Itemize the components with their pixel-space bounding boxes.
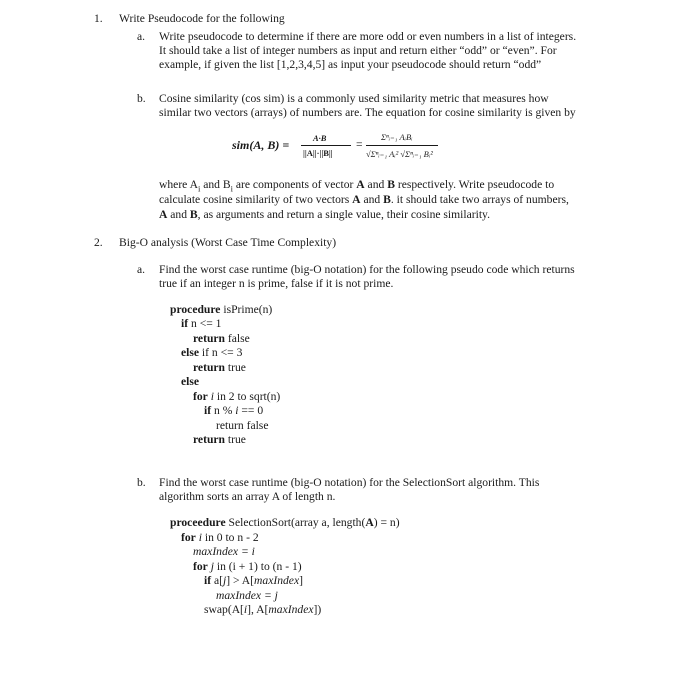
variable: j [223, 574, 227, 587]
keyword: return [193, 332, 225, 345]
code-text: maxIndex = i [193, 545, 255, 558]
code-text: true [225, 433, 246, 446]
q1b-after-line-2 [159, 193, 569, 207]
code-line [193, 560, 302, 574]
q1b-after-line-3 [159, 208, 490, 222]
q2b-line-1: Find the worst case runtime (big-O notation) for the SelectionSort algorithm. This [159, 476, 540, 489]
keyword: procedure [170, 303, 221, 316]
code-text: isPrime(n) [220, 303, 273, 316]
code-text: in 0 to n - 2 [201, 531, 259, 544]
vector-a: A [159, 208, 168, 221]
code-text: ) = n) [373, 516, 400, 529]
text-and: and [360, 193, 384, 206]
code-text: ] > A[ [226, 574, 255, 587]
q2-number: 2. [94, 236, 103, 249]
vector-a: A [356, 178, 365, 191]
variable: i [198, 531, 202, 544]
q2-title: Big-O analysis (Worst Case Time Complexity) [119, 236, 337, 249]
code-text: n % [211, 404, 236, 417]
code-line [216, 589, 278, 603]
q1b-line-2: similar two vectors (arrays) of numbers are. The equation for cosine similarity is given by [159, 106, 576, 119]
q1a-line-3: example, if given the list [1,2,3,4,5] as input your pseudocode should return “odd” [159, 58, 542, 71]
text-two-arrays: . it should take two arrays of numbers, [390, 193, 569, 206]
formula-numerator-1: A·B [313, 133, 327, 143]
code-line [181, 375, 199, 389]
keyword: else [181, 346, 200, 359]
text-calculate: calculate cosine similarity of two vectors [159, 193, 353, 206]
code-line [204, 574, 303, 588]
q2b-label: b. [137, 476, 146, 489]
code-line [181, 346, 242, 360]
text-respectively: respectively. Write pseudocode to [394, 178, 555, 191]
code-line [193, 332, 250, 346]
q2a-line-1: Find the worst case runtime (big-O notation) for the following pseudo code which returns [159, 263, 575, 276]
q1b-label: b. [137, 92, 146, 105]
variable: i [210, 390, 214, 403]
vector-b: B [387, 178, 395, 191]
vector-a: A [352, 193, 361, 206]
keyword: return [193, 433, 225, 446]
formula-lhs: sim(A, B) = [232, 138, 290, 152]
variable: maxIndex [254, 574, 300, 587]
variable: j [210, 560, 214, 573]
code-text: true [225, 361, 246, 374]
vector-b: B [189, 208, 198, 221]
code-text: a[ [211, 574, 223, 587]
q1a-line-2: It should take a list of integer numbers as input and return either “odd” or “even”. For [159, 44, 557, 57]
keyword: for [193, 560, 208, 573]
q1-number: 1. [94, 12, 103, 25]
code-text: == 0 [238, 404, 264, 417]
q1b-line-1: Cosine similarity (cos sim) is a commonly used similarity metric that measures how [159, 92, 549, 105]
code-text: maxIndex = j [216, 589, 278, 602]
code-text: n <= 1 [188, 317, 222, 330]
formula-denominator-1: ||A||·||B|| [303, 148, 333, 158]
q1-title: Write Pseudocode for the following [119, 12, 285, 25]
keyword: return [193, 361, 225, 374]
text-and: and [167, 208, 190, 221]
q2a-label: a. [137, 263, 146, 276]
formula-numerator-2: Σⁿᵢ₌₁ AᵢBᵢ [381, 132, 413, 142]
code-text: in 2 to sqrt(n) [213, 390, 281, 403]
variable: maxIndex [268, 603, 314, 616]
q2a-line-2: true if an integer n is prime, false if it is not prime. [159, 277, 394, 290]
vector-b: B [383, 193, 391, 206]
code-text: false [225, 332, 250, 345]
text-arguments: , as arguments and return a single value, their cosine similarity. [197, 208, 490, 221]
code-text: in (i + 1) to (n - 1) [213, 560, 302, 573]
code-line [193, 361, 246, 375]
code-line [170, 303, 272, 317]
keyword: for [181, 531, 196, 544]
code-line [193, 545, 255, 559]
vector-a: A [365, 516, 374, 529]
keyword: if [204, 404, 212, 417]
keyword: if [181, 317, 189, 330]
code-text: ]) [313, 603, 322, 616]
subscript-i: i [230, 183, 233, 194]
text-components: are components of vector [232, 178, 357, 191]
text-where-a: where A [159, 178, 198, 191]
variable: i [235, 404, 239, 417]
formula-denominator-2: √Σⁿᵢ₌₁ Aᵢ² √Σⁿᵢ₌₁ Bᵢ² [366, 149, 433, 159]
code-line [181, 317, 221, 331]
code-text: ], A[ [247, 603, 269, 616]
code-text: ] [299, 574, 303, 587]
q2b-line-2: algorithm sorts an array A of length n. [159, 490, 336, 503]
code-text: if n <= 3 [199, 346, 243, 359]
code-line [204, 603, 321, 617]
code-line [193, 390, 280, 404]
formula-fraction-line-2 [366, 145, 438, 146]
keyword: else [181, 375, 200, 388]
code-text: return false [216, 419, 269, 432]
code-line [181, 531, 259, 545]
subscript-i: i [197, 183, 201, 194]
keyword: for [193, 390, 208, 403]
formula-equals: = [356, 138, 363, 151]
text-and: and [364, 178, 388, 191]
variable: i [243, 603, 248, 616]
code-line [204, 404, 263, 418]
q1a-line-1: Write pseudocode to determine if there are more odd or even numbers in a list of integers. [159, 30, 577, 43]
text-and-b: and B [200, 178, 231, 191]
keyword: if [204, 574, 212, 587]
q1a-label: a. [137, 30, 146, 43]
code-text: SelectionSort(array a, length( [225, 516, 366, 529]
code-line [193, 433, 246, 447]
code-line [216, 419, 268, 433]
keyword: proceedure [170, 516, 226, 529]
code-text: swap(A[ [204, 603, 244, 616]
code-line [170, 516, 400, 530]
